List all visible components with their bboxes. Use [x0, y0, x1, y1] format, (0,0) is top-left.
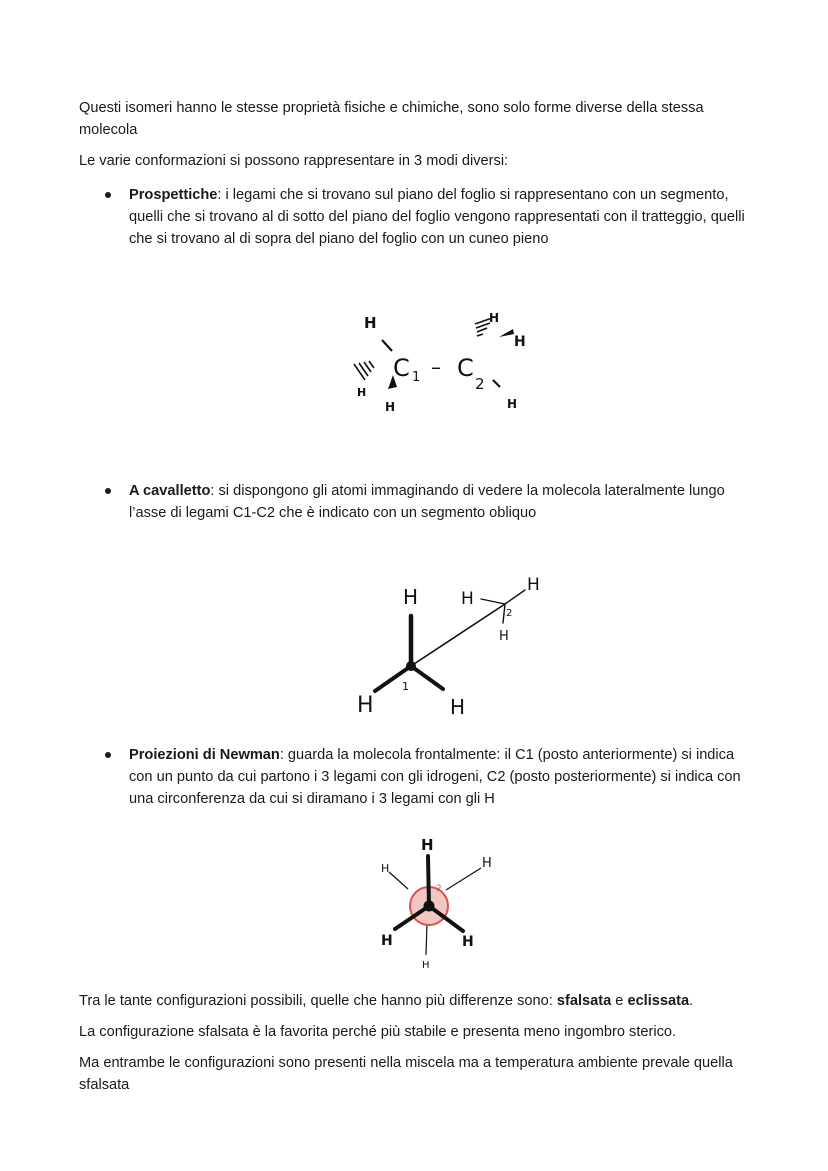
atom-h: H [381, 862, 390, 875]
list-item-cavalletto [79, 480, 759, 524]
outro-text: e [611, 993, 628, 1009]
atom-c1: C [393, 354, 410, 382]
figure-cavalletto [79, 524, 759, 744]
bullet-icon [105, 192, 111, 198]
atom-h: H [403, 585, 419, 609]
bullet-icon [105, 752, 111, 758]
atom-h: H [461, 589, 474, 609]
bond-dash: – [431, 355, 441, 379]
carbon-number-2: 2 [506, 608, 513, 619]
subscript-1: 1 [412, 370, 421, 385]
list-item-prospettiche [79, 184, 759, 250]
outro-paragraph-2: La configurazione sfalsata è la favorita perché più stabile e presenta meno ingombro sterico. [79, 1024, 677, 1040]
wedge-bond-right [499, 329, 514, 337]
desc-newman: : guarda la molecola frontalmente: il C1 (posto anteriormente) si indica con un punto da cui partono i 3 legami con gli idrogeni, C2 (posto posteriormente) si indica con una circonferenza da cui si diramano i 3 legami con gli H [129, 747, 741, 807]
figure-prospettiche [79, 250, 759, 480]
atom-h: H [462, 934, 474, 950]
atom-c2: C [457, 354, 474, 382]
atom-h: H [385, 400, 396, 414]
atom-h: H [482, 856, 492, 871]
term-cavalletto: A cavalletto [129, 483, 211, 499]
sawhorse-drawing [79, 524, 759, 744]
intro-paragraph-2: Le varie conformazioni si possono rappresentare in 3 modi diversi: [79, 153, 509, 169]
outro-text: . [689, 993, 694, 1009]
outro-paragraph-1 [79, 990, 759, 1012]
term-prospettiche: Prospettiche [129, 187, 218, 203]
carbon-number-1: 1 [402, 680, 409, 693]
atom-h: H [450, 695, 466, 719]
atom-h: H [357, 386, 367, 399]
list-item-newman [79, 744, 759, 810]
atom-h: H [489, 311, 500, 325]
carbon-number-2: 2 [436, 884, 442, 894]
desc-cavalletto: : si dispongono gli atomi immaginando di vedere la molecola lateralmente lungo l’asse di legami C1-C2 che è indicato con un segmento obliquo [129, 483, 725, 521]
atom-h: H [514, 334, 526, 350]
outro-text: Tra le tante configurazioni possibili, quelle che hanno più differenze sono: [79, 993, 557, 1009]
atom-h: H [422, 960, 430, 971]
atom-h: H [527, 575, 540, 595]
bullet-icon [105, 488, 111, 494]
carbon-1-dot [424, 901, 435, 912]
atom-h: H [507, 397, 518, 411]
atom-h: H [499, 629, 509, 644]
hashed-bond-left [354, 361, 374, 380]
perspective-drawing [79, 250, 759, 480]
newman-drawing [79, 810, 759, 990]
representation-list [79, 184, 759, 250]
intro-paragraph-1: Questi isomeri hanno le stesse proprietà fisiche e chimiche, sono solo forme diverse della stessa molecola [79, 100, 704, 138]
carbon-1-dot [406, 661, 416, 671]
outro-paragraph-3: Ma entrambe le configurazioni sono presenti nella miscela ma a temperatura ambiente prevale quella sfalsata [79, 1055, 733, 1093]
term-eclissata: eclissata [627, 993, 690, 1009]
document-page [79, 97, 759, 1105]
atom-h: H [364, 314, 377, 332]
term-sfalsata: sfalsata [556, 993, 612, 1009]
atom-h: H [357, 693, 374, 718]
desc-prospettiche: : i legami che si trovano sul piano del foglio si rappresentano con un segmento, quelli che si trovano al di sotto del piano del foglio vengono rappresentati con il tratteggio, quelli che si trovano al di sopra del piano del foglio con un cuneo pieno [129, 187, 745, 247]
atom-h: H [381, 933, 393, 949]
term-newman: Proiezioni di Newman [129, 747, 280, 763]
figure-newman [79, 810, 759, 990]
atom-h: H [421, 836, 434, 854]
subscript-2: 2 [475, 375, 485, 393]
